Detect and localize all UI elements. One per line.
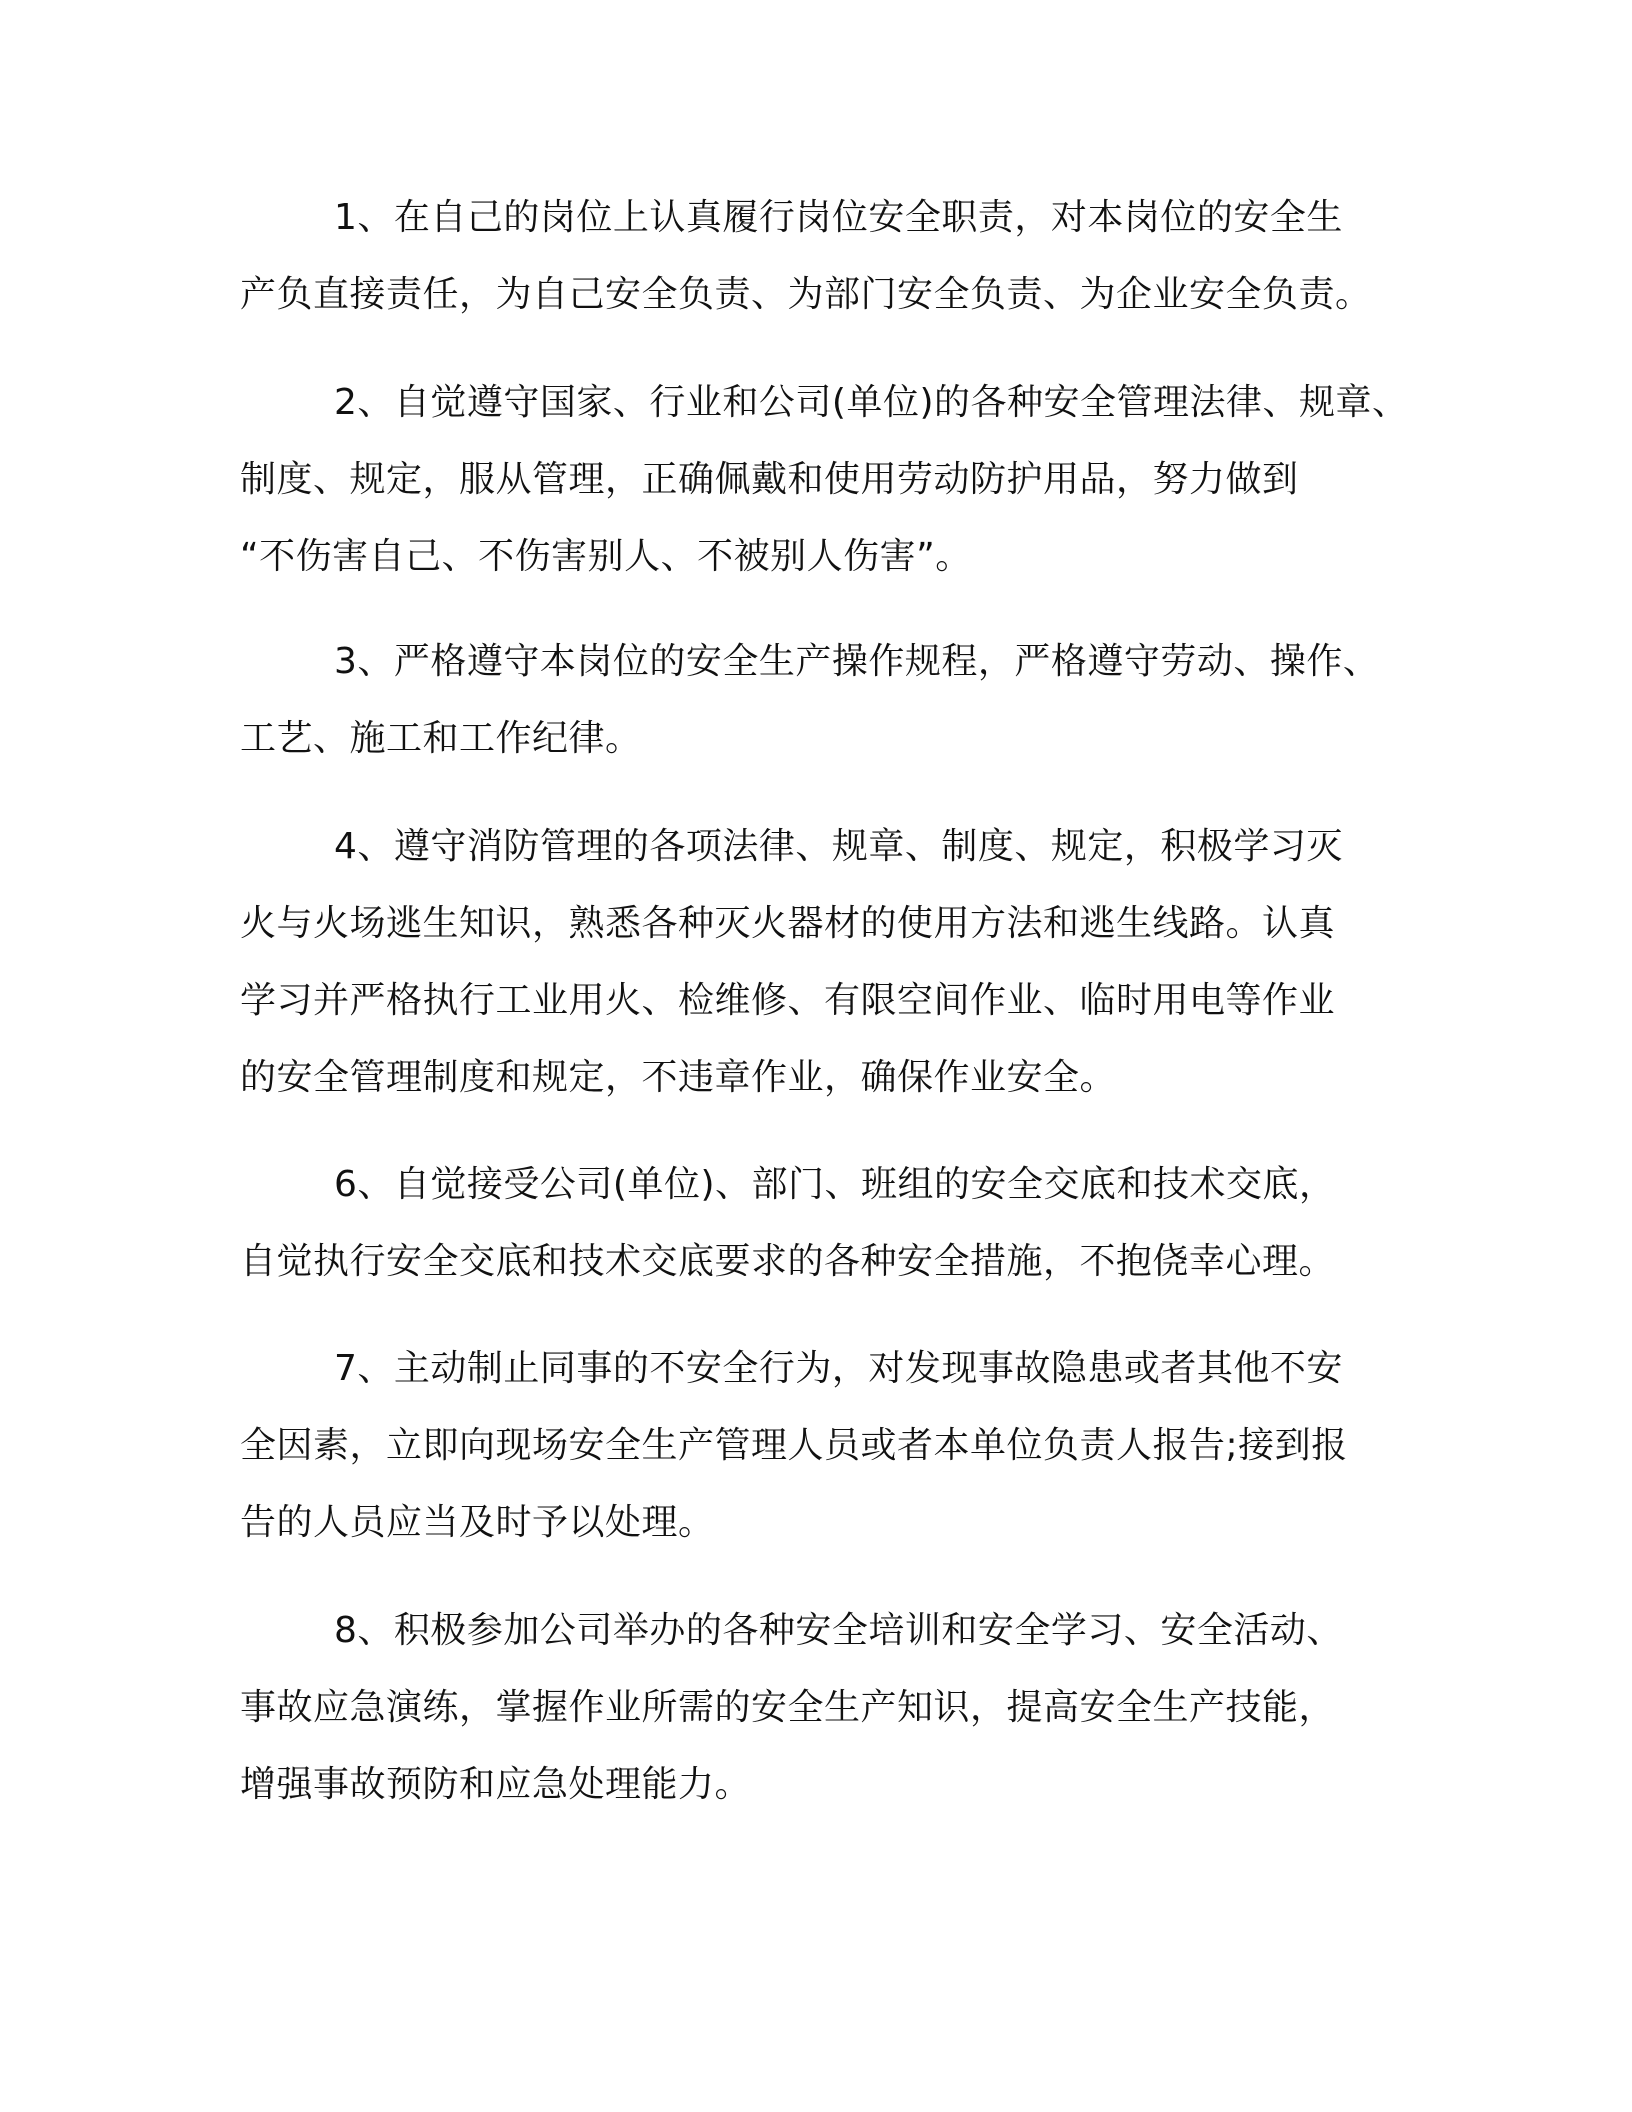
paragraph-line: 8、积极参加公司举办的各种安全培训和安全学习、安全活动、: [334, 1610, 1343, 1651]
paragraph-line: 工艺、施工和工作纪律。: [240, 718, 642, 759]
paragraph-line: 火与火场逃生知识，熟悉各种灭火器材的使用方法和逃生线路。认真: [240, 903, 1336, 944]
paragraph-line: 增强事故预防和应急处理能力。: [240, 1764, 752, 1805]
paragraph-line: 产负直接责任，为自己安全负责、为部门安全负责、为企业安全负责。: [240, 274, 1372, 315]
paragraph-line: 学习并严格执行工业用火、检维修、有限空间作业、临时用电等作业: [240, 980, 1336, 1021]
paragraph-line: “不伤害自己、不伤害别人、不被别人伤害”。: [240, 536, 972, 577]
paragraph-line: 6、自觉接受公司(单位)、部门、班组的安全交底和技术交底，: [334, 1164, 1336, 1205]
paragraph-line: 7、主动制止同事的不安全行为，对发现事故隐患或者其他不安: [334, 1348, 1343, 1389]
paragraph-line: 告的人员应当及时予以处理。: [240, 1502, 715, 1543]
paragraph-line: 3、严格遵守本岗位的安全生产操作规程，严格遵守劳动、操作、: [334, 641, 1380, 682]
paragraph-line: 1、在自己的岗位上认真履行岗位安全职责，对本岗位的安全生: [334, 197, 1343, 238]
paragraph-line: 4、遵守消防管理的各项法律、规章、制度、规定，积极学习灭: [334, 826, 1343, 867]
paragraph-line: 事故应急演练，掌握作业所需的安全生产知识，提高安全生产技能，: [240, 1687, 1336, 1728]
paragraph-line: 自觉执行安全交底和技术交底要求的各种安全措施，不抱侥幸心理。: [240, 1241, 1336, 1282]
paragraph-line: 制度、规定，服从管理，正确佩戴和使用劳动防护用品，努力做到: [240, 459, 1299, 500]
paragraph-line: 全因素，立即向现场安全生产管理人员或者本单位负责人报告;接到报: [240, 1425, 1348, 1466]
paragraph-line: 的安全管理制度和规定，不违章作业，确保作业安全。: [240, 1057, 1117, 1098]
paragraph-line: 2、自觉遵守国家、行业和公司(单位)的各种安全管理法律、规章、: [334, 382, 1409, 423]
